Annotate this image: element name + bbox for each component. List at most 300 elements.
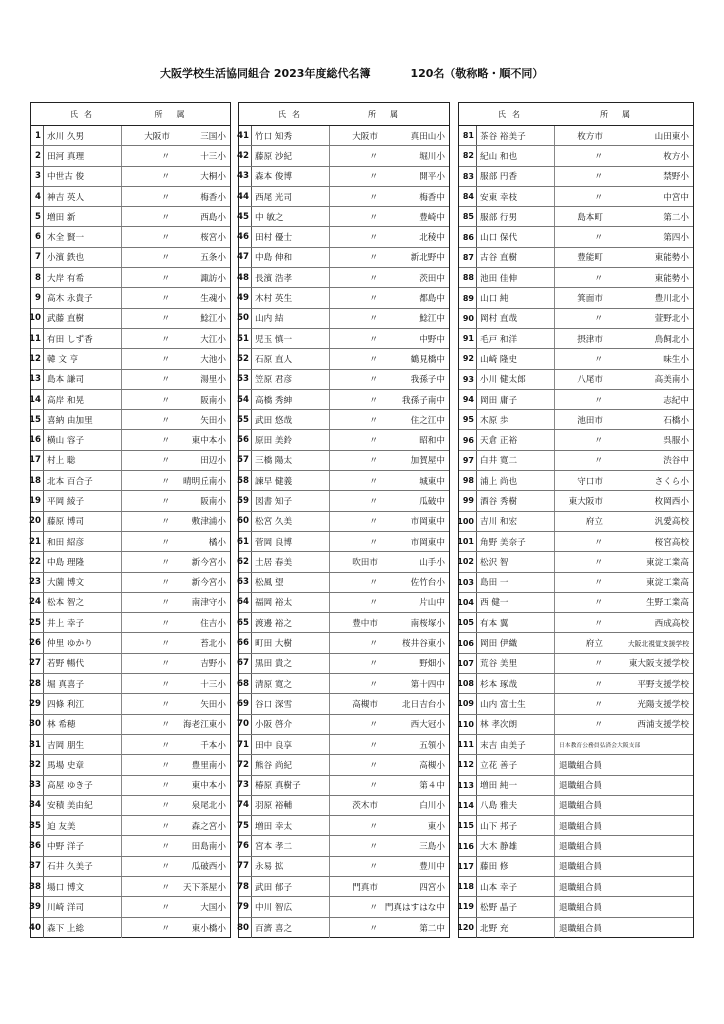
table-row (459, 532, 693, 552)
affiliation-city: 〃 (594, 557, 603, 568)
member-name: 木全 賢一 (44, 227, 122, 246)
row-number: 46 (239, 227, 252, 246)
row-number: 68 (239, 674, 252, 693)
row-number: 16 (31, 430, 44, 449)
row-number: 61 (239, 532, 252, 551)
row-number: 56 (239, 430, 252, 449)
member-name: 有本 翼 (477, 613, 555, 632)
column-header (31, 103, 230, 126)
affiliation-city: 〃 (161, 699, 170, 710)
member-name: 小阪 啓介 (252, 715, 330, 734)
table-row (31, 816, 230, 836)
row-number: 84 (459, 187, 477, 206)
affiliation-school: 新今宮小 (191, 578, 226, 589)
affiliation-school: 泉尾北小 (191, 801, 226, 812)
row-number: 91 (459, 329, 477, 348)
row-number: 67 (239, 654, 252, 673)
row-number: 38 (31, 877, 44, 896)
affiliation-school: 山手小 (419, 557, 445, 568)
member-name: 神吉 英人 (44, 187, 122, 206)
row-number: 69 (239, 694, 252, 713)
affiliation-school: 山田東小 (654, 131, 689, 142)
row-number: 86 (459, 227, 477, 246)
table-row (459, 755, 693, 775)
affiliation-school: 中野中 (419, 334, 445, 345)
member-name: 馬場 史章 (44, 755, 122, 774)
roster-table (30, 102, 694, 938)
affiliation-city: 〃 (161, 456, 170, 467)
member-name: 井上 幸子 (44, 613, 122, 632)
table-row (239, 796, 449, 816)
row-number: 98 (459, 471, 477, 490)
member-name: 笠原 君彦 (252, 370, 330, 389)
affiliation-school: 味生小 (663, 354, 689, 365)
affiliation-city: 〃 (161, 212, 170, 223)
affiliation-city: 〃 (161, 436, 170, 447)
member-name: 角野 美奈子 (477, 532, 555, 551)
row-number: 81 (459, 126, 477, 145)
row-number: 32 (31, 755, 44, 774)
affiliation-city: 〃 (369, 659, 378, 670)
table-row (459, 573, 693, 593)
table-row (459, 715, 693, 735)
row-number: 7 (31, 248, 44, 267)
table-row (459, 857, 693, 877)
table-row (31, 349, 230, 369)
header-affiliation: 所属 (368, 109, 412, 119)
table-row (31, 877, 230, 897)
row-number: 107 (459, 654, 477, 673)
affiliation-city: 〃 (161, 760, 170, 771)
affiliation-school: 瓜破西小 (191, 862, 226, 873)
row-number: 73 (239, 776, 252, 795)
affiliation-school: 東小 (427, 821, 445, 832)
member-name: 毛戸 和洋 (477, 329, 555, 348)
table-row (31, 552, 230, 572)
member-name: 山内 結 (252, 309, 330, 328)
table-row (459, 146, 693, 166)
affiliation-city: 〃 (594, 659, 603, 670)
member-name: 大木 静雄 (477, 836, 555, 855)
member-name: 若野 暢代 (44, 654, 122, 673)
table-row (31, 410, 230, 430)
table-row (459, 167, 693, 187)
affiliation-city: 〃 (369, 294, 378, 305)
member-name: 杉本 琢哉 (477, 674, 555, 693)
affiliation-city: 〃 (161, 821, 170, 832)
table-row (459, 593, 693, 613)
affiliation-school: 住之江中 (410, 415, 445, 426)
row-number: 82 (459, 146, 477, 165)
affiliation-school: 田辺小 (200, 456, 226, 467)
member-name: 武田 悠哉 (252, 410, 330, 429)
affiliation: 退職組合員 (559, 781, 602, 792)
member-name: 田中 良享 (252, 735, 330, 754)
row-number: 57 (239, 451, 252, 470)
row-number: 48 (239, 268, 252, 287)
row-number: 65 (239, 613, 252, 632)
affiliation-school: 我孫子南中 (402, 395, 445, 406)
member-name: 西 健一 (477, 593, 555, 612)
member-name: 羽原 裕輔 (252, 796, 330, 815)
table-row (239, 268, 449, 288)
table-row (239, 918, 449, 938)
row-number: 90 (459, 309, 477, 328)
member-name: 荒谷 美里 (477, 654, 555, 673)
affiliation-school: 門真はすはな中 (384, 902, 445, 913)
table-row (239, 167, 449, 187)
row-number: 113 (459, 776, 477, 795)
row-number: 47 (239, 248, 252, 267)
member-name: 藤田 修 (477, 857, 555, 876)
affiliation-school: 東能勢小 (654, 273, 689, 284)
table-row (459, 877, 693, 897)
table-row (239, 897, 449, 917)
affiliation-school: 田島南小 (191, 842, 226, 853)
row-number: 94 (459, 390, 477, 409)
row-number: 34 (31, 796, 44, 815)
affiliation-school: 矢田小 (200, 699, 226, 710)
affiliation-school: 大池小 (200, 354, 226, 365)
header-affiliation: 所属 (154, 109, 199, 119)
affiliation-city: 〃 (161, 679, 170, 690)
roster-column (30, 102, 231, 938)
table-row (239, 613, 449, 633)
affiliation-city: 〃 (594, 578, 603, 589)
affiliation-school: 萱野北小 (654, 314, 689, 325)
affiliation-school: 諏訪小 (200, 273, 226, 284)
affiliation-school: 千本小 (200, 740, 226, 751)
row-number: 59 (239, 491, 252, 510)
affiliation-school: さくら小 (654, 476, 689, 487)
affiliation-city: 〃 (369, 821, 378, 832)
member-name: 安積 美由紀 (44, 796, 122, 815)
affiliation-city: 〃 (161, 151, 170, 162)
member-name: 中野 洋子 (44, 836, 122, 855)
table-row (31, 654, 230, 674)
affiliation-school: 晴明丘南小 (183, 476, 226, 487)
table-row (31, 593, 230, 613)
table-row (239, 491, 449, 511)
affiliation-city: 枚方市 (577, 131, 603, 142)
affiliation-city: 〃 (161, 781, 170, 792)
affiliation-school: 橘小 (208, 537, 226, 548)
row-number: 106 (459, 633, 477, 652)
affiliation-city: 〃 (161, 537, 170, 548)
table-row (239, 430, 449, 450)
table-row (239, 654, 449, 674)
table-row (459, 349, 693, 369)
table-row (31, 857, 230, 877)
affiliation-school: 苔北小 (200, 639, 226, 650)
row-number: 1 (31, 126, 44, 145)
member-name: 小川 健太郎 (477, 370, 555, 389)
affiliation: 退職組合員 (559, 882, 602, 893)
member-name: 吉岡 朋生 (44, 735, 122, 754)
member-name: 酒谷 秀樹 (477, 491, 555, 510)
table-row (459, 816, 693, 836)
affiliation-city: 〃 (369, 578, 378, 589)
table-row (31, 491, 230, 511)
affiliation-city: 〃 (161, 395, 170, 406)
affiliation-city: 〃 (161, 253, 170, 264)
row-number: 43 (239, 167, 252, 186)
table-row (239, 816, 449, 836)
affiliation-school: 阪南小 (200, 395, 226, 406)
member-name: 三橋 陽太 (252, 451, 330, 470)
affiliation-city: 〃 (161, 294, 170, 305)
affiliation-city: 〃 (594, 273, 603, 284)
table-row (459, 918, 693, 938)
affiliation-school: 都島中 (419, 294, 445, 305)
table-row (31, 633, 230, 653)
affiliation-city: 〃 (161, 192, 170, 203)
row-number: 18 (31, 471, 44, 490)
affiliation-city: 〃 (594, 618, 603, 629)
row-number: 20 (31, 512, 44, 531)
member-name: 西尾 光司 (252, 187, 330, 206)
affiliation-city: 〃 (594, 699, 603, 710)
affiliation-city: 八尾市 (577, 375, 603, 386)
row-number: 54 (239, 390, 252, 409)
affiliation-city: 〃 (369, 517, 378, 528)
member-name: 町田 大樹 (252, 633, 330, 652)
row-number: 52 (239, 349, 252, 368)
affiliation-school: 豊川中 (419, 862, 445, 873)
affiliation-city: 〃 (369, 720, 378, 731)
affiliation-city: 〃 (369, 172, 378, 183)
table-row (459, 248, 693, 268)
member-name: 島田 一 (477, 573, 555, 592)
row-number: 111 (459, 735, 477, 754)
member-name: 和田 紹彦 (44, 532, 122, 551)
affiliation-school: 加賀屋中 (410, 456, 445, 467)
member-name: 松風 望 (252, 573, 330, 592)
row-number: 64 (239, 593, 252, 612)
member-name: 村上 聡 (44, 451, 122, 470)
row-number: 85 (459, 207, 477, 226)
affiliation-school: 三島小 (419, 842, 445, 853)
affiliation-city: 〃 (161, 740, 170, 751)
row-number: 30 (31, 715, 44, 734)
row-number: 53 (239, 370, 252, 389)
affiliation-school: 瓜破中 (419, 496, 445, 507)
member-name: 山内 富士生 (477, 694, 555, 713)
member-name: 北本 百合子 (44, 471, 122, 490)
affiliation-school: 東中本小 (191, 781, 226, 792)
row-number: 103 (459, 573, 477, 592)
table-row (459, 552, 693, 572)
member-name: 北野 充 (477, 918, 555, 938)
affiliation-school: 東能勢小 (654, 253, 689, 264)
table-row (239, 370, 449, 390)
table-row (31, 390, 230, 410)
affiliation-school: 枚方小 (663, 151, 689, 162)
table-row (239, 877, 449, 897)
member-name: 高木 永貴子 (44, 288, 122, 307)
affiliation-city: 〃 (369, 334, 378, 345)
member-name: 田河 真理 (44, 146, 122, 165)
table-row (31, 248, 230, 268)
table-row (459, 430, 693, 450)
affiliation-city: 大阪市 (144, 131, 170, 142)
affiliation-city: 〃 (594, 172, 603, 183)
affiliation-school: 第二小 (663, 212, 689, 223)
member-name: 水川 久男 (44, 126, 122, 145)
affiliation-city: 〃 (369, 212, 378, 223)
member-name: 永易 拡 (252, 857, 330, 876)
member-name: 茶谷 裕美子 (477, 126, 555, 145)
table-row (31, 146, 230, 166)
affiliation-school: 真田山小 (410, 131, 445, 142)
member-name: 末吉 由美子 (477, 735, 555, 754)
member-name: 田村 優士 (252, 227, 330, 246)
row-number: 2 (31, 146, 44, 165)
member-name: 林 希穂 (44, 715, 122, 734)
affiliation-city: 〃 (369, 233, 378, 244)
table-row (31, 451, 230, 471)
member-name: 高橋 秀紳 (252, 390, 330, 409)
affiliation-school: 天下茶屋小 (183, 882, 226, 893)
affiliation-school: 四宮小 (419, 882, 445, 893)
table-row (31, 430, 230, 450)
table-row (239, 248, 449, 268)
affiliation-city: 豊能町 (577, 253, 603, 264)
table-row (239, 410, 449, 430)
affiliation-school: 桜宮高校 (654, 537, 689, 548)
table-row (239, 390, 449, 410)
member-name: 熊谷 尚紀 (252, 755, 330, 774)
roster-column (458, 102, 694, 938)
member-name: 平岡 綾子 (44, 491, 122, 510)
affiliation-city: 〃 (369, 375, 378, 386)
affiliation-school: 大阪北視覚支援学校 (627, 640, 689, 649)
affiliation-school: 森之宮小 (191, 821, 226, 832)
member-name: 図書 知子 (252, 491, 330, 510)
table-row (31, 755, 230, 775)
affiliation-school: 志紀中 (663, 395, 689, 406)
affiliation-city: 〃 (161, 517, 170, 528)
row-number: 108 (459, 674, 477, 693)
affiliation-city: 〃 (594, 679, 603, 690)
affiliation-school: 市岡東中 (410, 537, 445, 548)
table-row (31, 836, 230, 856)
table-row (239, 836, 449, 856)
table-row (31, 207, 230, 227)
member-name: 武田 郁子 (252, 877, 330, 896)
affiliation-city: 〃 (161, 476, 170, 487)
row-number: 119 (459, 897, 477, 916)
affiliation-city: 〃 (161, 578, 170, 589)
table-row (31, 897, 230, 917)
member-name: 小濱 鉄也 (44, 248, 122, 267)
affiliation-school: 豊崎中 (419, 212, 445, 223)
member-name: 高岸 和晃 (44, 390, 122, 409)
table-row (459, 776, 693, 796)
member-name: 増田 幸太 (252, 816, 330, 835)
affiliation-city: 〃 (161, 496, 170, 507)
affiliation-city: 〃 (369, 740, 378, 751)
table-row (459, 227, 693, 247)
table-row (31, 532, 230, 552)
member-name: 川崎 洋司 (44, 897, 122, 916)
member-name: 原田 美鈴 (252, 430, 330, 449)
table-row (31, 309, 230, 329)
affiliation-city: 〃 (161, 639, 170, 650)
row-number: 120 (459, 918, 477, 938)
row-number: 17 (31, 451, 44, 470)
column-header (459, 103, 693, 126)
row-number: 42 (239, 146, 252, 165)
row-number: 87 (459, 248, 477, 267)
table-row (459, 451, 693, 471)
member-name: 石原 直人 (252, 349, 330, 368)
row-number: 8 (31, 268, 44, 287)
affiliation-school: 西浦支援学校 (637, 720, 689, 731)
row-number: 79 (239, 897, 252, 916)
row-number: 112 (459, 755, 477, 774)
table-row (239, 674, 449, 694)
affiliation-school: 我孫子中 (410, 375, 445, 386)
table-row (459, 654, 693, 674)
member-name: 岡田 庸子 (477, 390, 555, 409)
affiliation-school: 鯰江小 (200, 314, 226, 325)
member-name: 横山 容子 (44, 430, 122, 449)
member-name: 福岡 裕太 (252, 593, 330, 612)
affiliation-school: 東淀工業高 (646, 557, 689, 568)
affiliation-school: 高美南小 (654, 375, 689, 386)
affiliation-school: 佐竹台小 (410, 578, 445, 589)
affiliation-city: 〃 (369, 192, 378, 203)
affiliation-city: 〃 (594, 151, 603, 162)
table-row (31, 227, 230, 247)
member-name: 山下 邦子 (477, 816, 555, 835)
row-number: 83 (459, 167, 477, 186)
affiliation-school: 鶴見橋中 (410, 354, 445, 365)
table-row (459, 694, 693, 714)
row-number: 93 (459, 370, 477, 389)
affiliation-city: 府立 (585, 639, 603, 650)
row-number: 114 (459, 796, 477, 815)
row-number: 35 (31, 816, 44, 835)
table-row (239, 735, 449, 755)
member-name: 八島 雅夫 (477, 796, 555, 815)
member-name: 韓 文 亨 (44, 349, 122, 368)
row-number: 60 (239, 512, 252, 531)
member-name: 谷口 深雪 (252, 694, 330, 713)
row-number: 11 (31, 329, 44, 348)
row-number: 63 (239, 573, 252, 592)
row-number: 23 (31, 573, 44, 592)
row-number: 71 (239, 735, 252, 754)
affiliation: 退職組合員 (559, 801, 602, 812)
row-number: 4 (31, 187, 44, 206)
affiliation-city: 〃 (594, 192, 603, 203)
member-name: 山口 保代 (477, 227, 555, 246)
row-number: 15 (31, 410, 44, 429)
affiliation-city: 大阪市 (352, 131, 378, 142)
row-number: 41 (239, 126, 252, 145)
member-name: 渡邊 裕之 (252, 613, 330, 632)
affiliation-school: 新北野中 (410, 253, 445, 264)
affiliation-school: 阪南小 (200, 496, 226, 507)
row-number: 40 (31, 918, 44, 938)
row-number: 55 (239, 410, 252, 429)
affiliation-city: 吹田市 (352, 557, 378, 568)
table-row (239, 776, 449, 796)
row-number: 36 (31, 836, 44, 855)
row-number: 95 (459, 410, 477, 429)
